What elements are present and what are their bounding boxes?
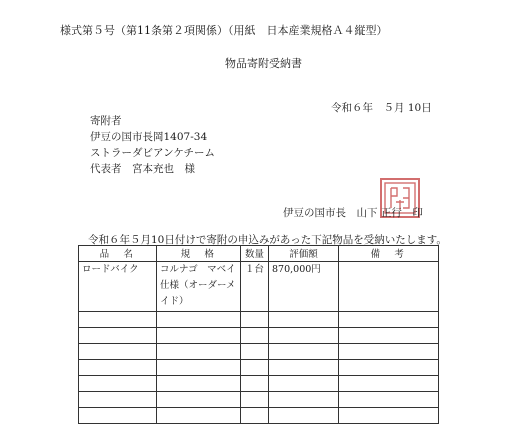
form-number-header: 様式第５号（第11条第２項関係）（用紙 日本産業規格Ａ４縦型） bbox=[60, 24, 388, 37]
cell bbox=[241, 408, 269, 424]
cell-item-name: ロードバイク bbox=[79, 262, 157, 312]
table-row bbox=[79, 360, 439, 376]
cell bbox=[269, 328, 339, 344]
header-value: 評価額 bbox=[269, 246, 339, 262]
table-row bbox=[79, 408, 439, 424]
cell bbox=[339, 328, 439, 344]
cell bbox=[79, 376, 157, 392]
table-header-row bbox=[79, 246, 439, 262]
cell bbox=[241, 312, 269, 328]
cell bbox=[157, 408, 241, 424]
table-row bbox=[79, 262, 439, 312]
cell bbox=[157, 328, 241, 344]
donor-label: 寄附者 bbox=[90, 115, 122, 127]
header-quantity: 数量 bbox=[241, 246, 269, 262]
cell bbox=[157, 360, 241, 376]
table-row bbox=[79, 312, 439, 328]
cell-quantity: １台 bbox=[241, 262, 269, 312]
cell bbox=[79, 344, 157, 360]
document-title: 物品寄附受納書 bbox=[225, 57, 302, 70]
issuer-name: 伊豆の国市長 山下 正行 印 bbox=[283, 207, 423, 219]
cell bbox=[79, 408, 157, 424]
cell bbox=[79, 312, 157, 328]
cell bbox=[157, 312, 241, 328]
cell bbox=[241, 360, 269, 376]
items-table bbox=[78, 245, 439, 424]
cell bbox=[269, 312, 339, 328]
header-item-name: 品 名 bbox=[79, 246, 157, 262]
cell bbox=[157, 376, 241, 392]
cell bbox=[79, 392, 157, 408]
cell bbox=[339, 312, 439, 328]
cell bbox=[269, 408, 339, 424]
cell bbox=[269, 344, 339, 360]
table-row bbox=[79, 376, 439, 392]
table-row bbox=[79, 344, 439, 360]
cell bbox=[339, 376, 439, 392]
cell bbox=[157, 392, 241, 408]
cell bbox=[339, 392, 439, 408]
header-specification: 規 格 bbox=[157, 246, 241, 262]
table-row bbox=[79, 328, 439, 344]
cell bbox=[269, 376, 339, 392]
cell bbox=[269, 392, 339, 408]
cell bbox=[339, 344, 439, 360]
document-date: 令和６年 ５月 10日 bbox=[331, 102, 432, 114]
donor-organization: ストラーダビアンケチーム bbox=[90, 147, 215, 159]
cell bbox=[339, 408, 439, 424]
cell bbox=[241, 344, 269, 360]
cell bbox=[241, 392, 269, 408]
table-row bbox=[79, 392, 439, 408]
header-remarks: 備 考 bbox=[339, 246, 439, 262]
donor-address: 伊豆の国市長岡1407-34 bbox=[90, 131, 208, 143]
cell-value: 870,000円 bbox=[269, 262, 339, 312]
cell bbox=[339, 360, 439, 376]
cell bbox=[157, 344, 241, 360]
cell bbox=[79, 328, 157, 344]
cell bbox=[79, 360, 157, 376]
cell bbox=[241, 376, 269, 392]
cell-specification: コルナゴ マベイ仕様（オーダーメイド） bbox=[157, 262, 241, 312]
donor-representative: 代表者 宮本充也 様 bbox=[90, 163, 195, 175]
cell bbox=[269, 360, 339, 376]
cell-remarks bbox=[339, 262, 439, 312]
body-statement: 令和６年５月10日付けで寄附の申込みがあった下記物品を受納いたします。 bbox=[88, 234, 447, 246]
cell bbox=[241, 328, 269, 344]
